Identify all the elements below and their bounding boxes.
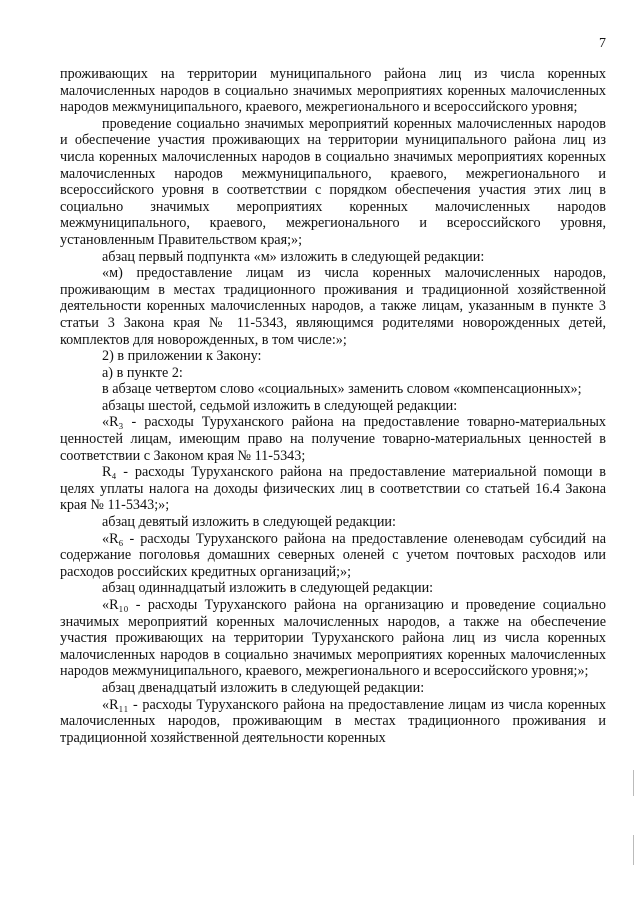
paragraph: абзац девятый изложить в следующей редакции: bbox=[102, 514, 396, 531]
paragraph: а) в пункте 2: bbox=[102, 364, 183, 381]
paragraph: в абзаце четвертом слово «социальных» заменить словом «компенсационных»; bbox=[102, 381, 582, 398]
paragraph: абзац двенадцатый изложить в следующей редакции: bbox=[102, 679, 425, 696]
page-number: 7 bbox=[599, 36, 606, 51]
paragraph: абзацы шестой, седьмой изложить в следующей редакции: bbox=[102, 397, 458, 414]
paragraph: проведение социально значимых мероприятий коренных малочисленных народов и обеспечение участия проживающих на территории муниципального района лиц из числа коренных малочисленных народов в социально значимых мероприятиях коренных малочисленных народов межмуниципального, краевого, межрегионального и всероссийского уровня в соответствии с порядком обеспечения участия этих лиц в социально значимых мероприятиях коренных малочисленных народов межмуниципального, краевого, межрегионального и всероссийского уровня, установленным Правительством края;»; bbox=[60, 115, 606, 248]
paragraph: «R₃ - расходы Туруханского района на предоставление товарно-материальных ценностей лицам, имеющим право на получение товарно-материальных ценностей в соответствии с Законом края № 11-5343; bbox=[60, 414, 606, 464]
paragraph: абзац одиннадцатый изложить в следующей редакции: bbox=[102, 580, 434, 597]
paragraph: абзац первый подпункта «м» изложить в следующей редакции: bbox=[102, 248, 485, 265]
paragraph: «R₆ - расходы Туруханского района на предоставление оленеводам субсидий на содержание поголовья домашних северных оленей с учетом почтовых расходов или расходов российских кредитных организаций;»; bbox=[60, 530, 606, 580]
document-body bbox=[60, 66, 606, 746]
paragraph: 2) в приложении к Закону: bbox=[102, 348, 262, 365]
paragraph: «м) предоставление лицам из числа коренных малочисленных народов, проживающим в местах традиционного проживания и традиционной хозяйственной деятельности коренных малочисленных народов, а также лицам, указанным в пункте 3 статьи 3 Закона края № 11-5343, являющимся родителями новорожденных детей, комплектов для новорожденных, в том числе:»; bbox=[60, 265, 606, 348]
paragraph: проживающих на территории муниципального района лиц из числа коренных малочисленных народов в социально значимых мероприятиях коренных малочисленных народов межмуниципального, краевого, межрегионального и всероссийского уровня; bbox=[60, 66, 606, 116]
scan-edge-mark bbox=[633, 835, 634, 865]
paragraph: «R₁₀ - расходы Туруханского района на организацию и проведение социально значимых мероприятий коренных малочисленных народов, а также на обеспечение участия проживающих на территории Туруханского района лиц из числа коренных малочисленных народов в социально значимых мероприятиях коренных малочисленных народов межмуниципального, краевого, межрегионального и всероссийского уровня;»; bbox=[60, 597, 606, 680]
paragraph: R₄ - расходы Туруханского района на предоставление материальной помощи в целях уплаты налога на доходы физических лиц в соответствии со статьей 16.4 Закона края № 11-5343;»; bbox=[60, 464, 606, 514]
paragraph: «R₁₁ - расходы Туруханского района на предоставление лицам из числа коренных малочисленных народов, проживающим в местах традиционного проживания и традиционной хозяйственной деятельности коренных bbox=[60, 696, 606, 746]
scan-edge-mark bbox=[633, 770, 634, 796]
